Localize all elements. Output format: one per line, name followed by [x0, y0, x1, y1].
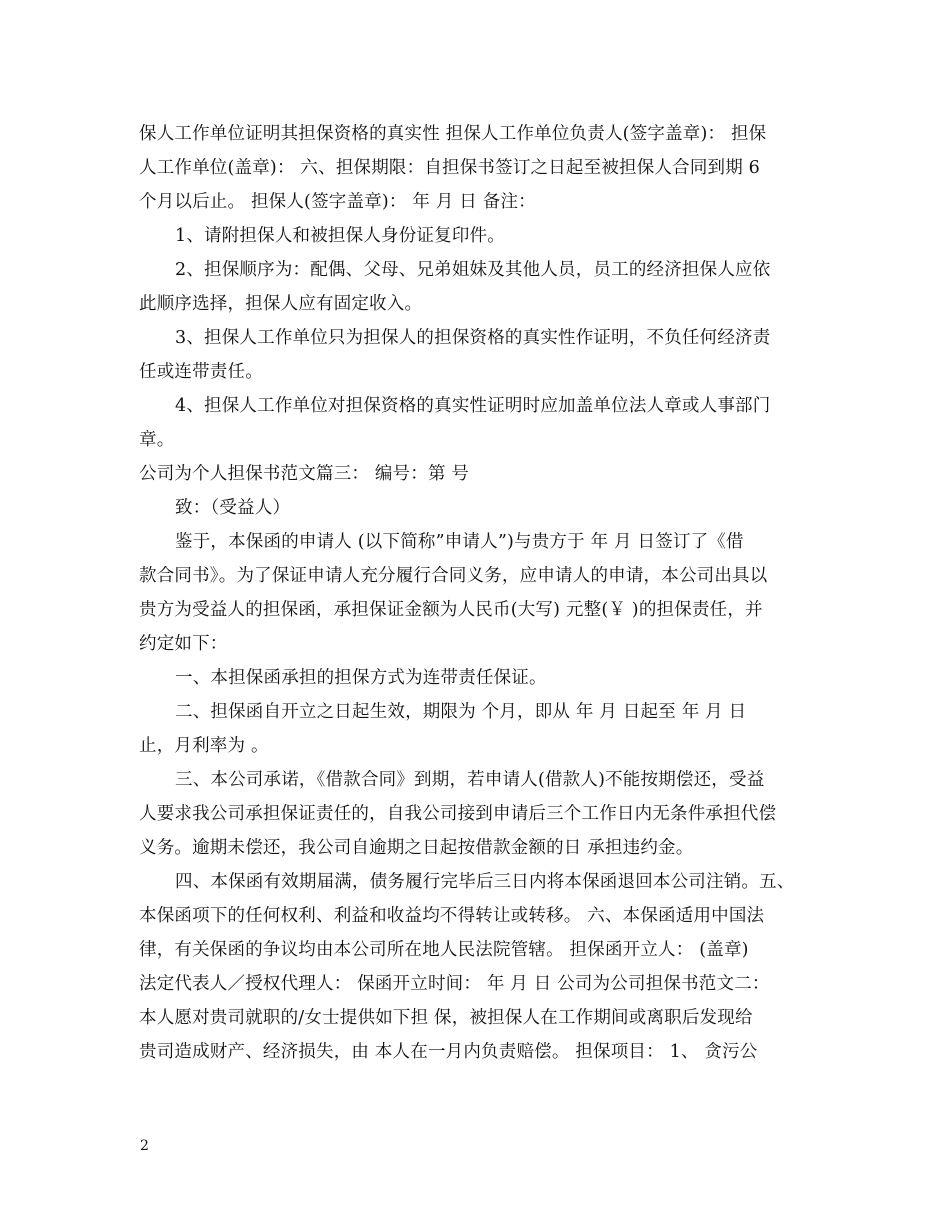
text-line: 个月以后止。 担保人(签字盖章)： 年 月 日 备注： — [139, 192, 536, 212]
text-line: 二、担保函自开立之日起生效，期限为 个月，即从 年 月 日起至 年 月 日 — [175, 702, 747, 722]
text-line: 4、担保人工作单位对担保资格的真实性证明时应加盖单位法人章或人事部门 — [175, 396, 771, 416]
text-line: 款合同书》。为了保证申请人充分履行合同义务，应申请人的申请，本公司出具以 — [139, 566, 768, 586]
text-line: 一、本担保函承担的担保方式为连带责任保证。 — [175, 668, 547, 688]
text-line: 致：（受益人） — [175, 498, 291, 518]
text-line: 2、担保顺序为：配偶、父母、兄弟姐妹及其他人员，员工的经济担保人应依 — [175, 260, 771, 280]
text-line: 3、担保人工作单位只为担保人的担保资格的真实性作证明，不负任何经济责 — [175, 328, 771, 348]
text-line: 人工作单位(盖章)： 六、担保期限：自担保书签订之日起至被担保人合同到期 6 — [139, 158, 761, 178]
text-line: 义务。逾期未偿还，我公司自逾期之日起按借款金额的日 承担违约金。 — [139, 838, 694, 858]
text-line: 三、本公司承诺，《借款合同》到期，若申请人(借款人)不能按期偿还，受益 — [175, 770, 765, 790]
text-line: 约定如下： — [139, 634, 228, 654]
text-line: 本人愿对贵司就职的/女士提供如下担 保，被担保人在工作期间或离职后发现给 — [139, 1008, 753, 1028]
document-body — [139, 117, 829, 1069]
text-line: 1、请附担保人和被担保人身份证复印件。 — [175, 226, 505, 246]
text-line: 此顺序选择，担保人应有固定收入。 — [139, 294, 423, 314]
text-line: 人要求我公司承担保证责任的，自我公司接到申请后三个工作日内无条件承担代偿 — [139, 804, 777, 824]
text-line: 法定代表人／授权代理人： 保函开立时间： 年 月 日 公司为公司担保书范文二： — [139, 974, 770, 994]
text-line: 保人工作单位证明其担保资格的真实性 担保人工作单位负责人(签字盖章)： 担保 — [139, 124, 767, 144]
text-line: 章。 — [139, 430, 175, 450]
text-line: 止，月利率为 。 — [139, 736, 269, 756]
text-line: 律，有关保函的争议均由本公司所在地人民法院管辖。 担保函开立人： (盖章) — [139, 940, 749, 960]
text-line: 本保函项下的任何权利、利益和收益均不得转让或转移。 六、本保函适用中国法 — [139, 906, 765, 926]
text-line: 任或连带责任。 — [139, 362, 263, 382]
text-line: 贵司造成财产、经济损失，由 本人在一月内负责赔偿。 担保项目： 1、 贪污公 — [139, 1042, 758, 1062]
text-line: 贵方为受益人的担保函，承担保证金额为人民币(大写) 元整(￥ )的担保责任，并 — [139, 600, 763, 620]
section-heading: 公司为个人担保书范文篇三： 编号：第 号 — [139, 464, 470, 484]
text-line: 四、本保函有效期届满，债务履行完毕后三日内将本保函退回本公司注销。五、 — [175, 872, 795, 892]
text-line: 鉴于，本保函的申请人 (以下简称”申请人”)与贵方于 年 月 日签订了《借 — [175, 532, 744, 552]
page-number: 2 — [140, 1138, 149, 1154]
